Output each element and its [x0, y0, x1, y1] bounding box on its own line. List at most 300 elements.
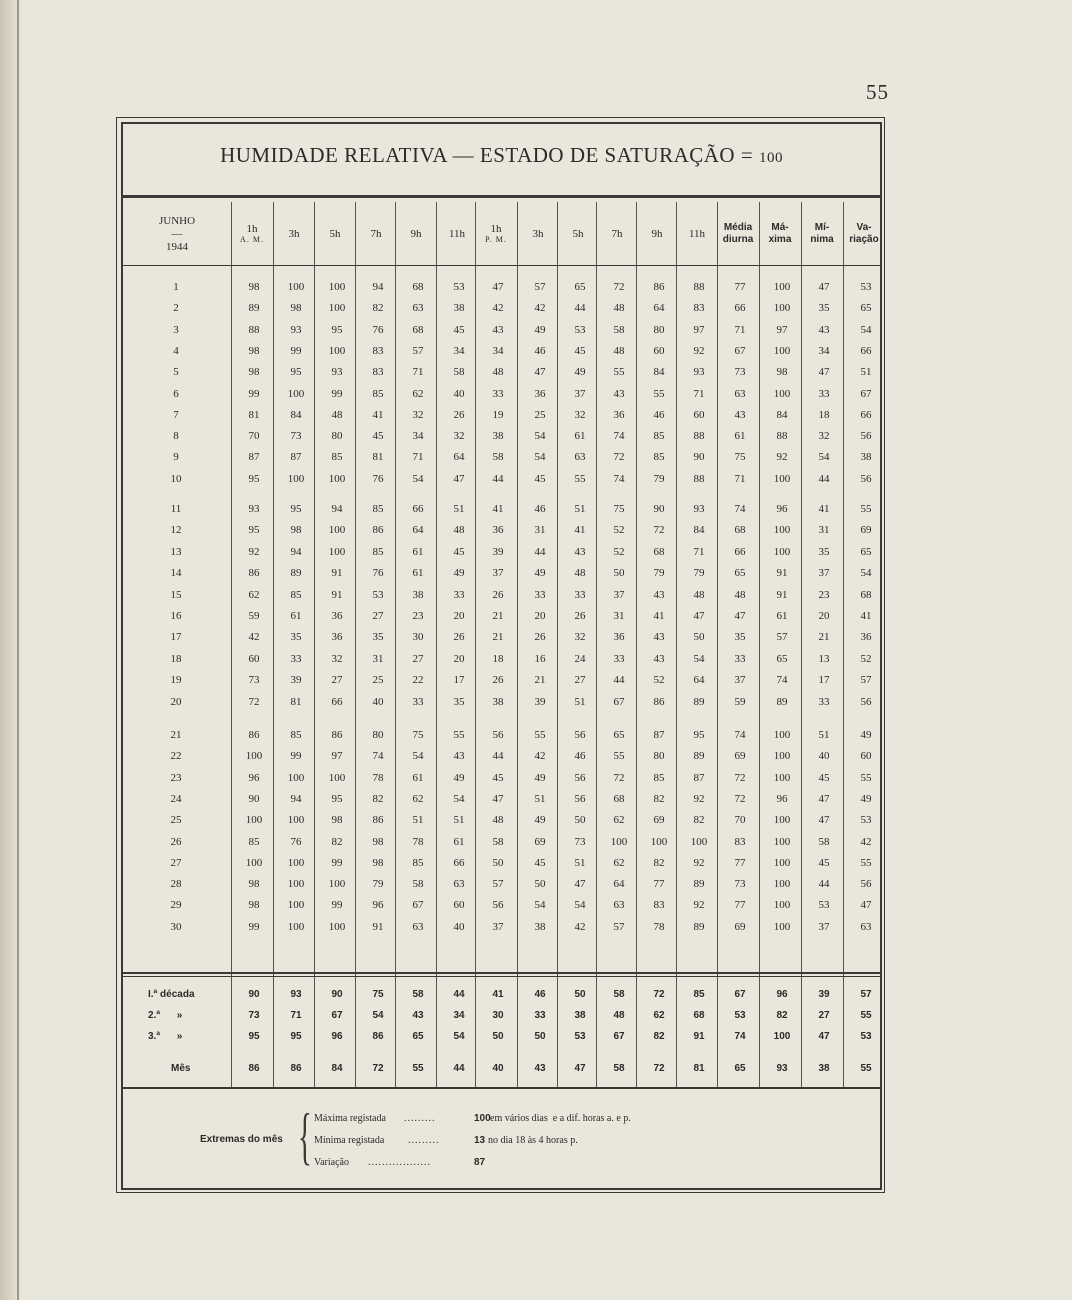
column-header: [596, 206, 638, 262]
table-cell: 81: [248, 408, 260, 421]
table-cell: 86: [653, 695, 665, 708]
table-cell: 48: [613, 302, 625, 315]
table-cell: 70: [248, 430, 260, 443]
column-title: xima: [768, 234, 792, 245]
table-cell: 60: [453, 899, 465, 912]
row-divider: [123, 1087, 880, 1089]
table-cell: 44: [574, 302, 586, 315]
summary-label: 2.ª »: [148, 1010, 183, 1021]
summary-cell: 55: [860, 1010, 872, 1021]
table-cell: 33: [412, 695, 424, 708]
column-header: [557, 206, 599, 262]
title-equals: =: [740, 143, 754, 167]
month-cell: 93: [776, 1063, 788, 1074]
month-cell: 65: [734, 1063, 746, 1074]
table-cell: 49: [534, 323, 546, 336]
table-cell: 33: [613, 652, 625, 665]
table-cell: 49: [860, 792, 872, 805]
table-cell: 100: [245, 814, 263, 827]
table-cell: 100: [773, 920, 791, 933]
table-cell: 100: [328, 524, 346, 537]
column-header: [759, 206, 801, 262]
table-cell: 67: [412, 899, 424, 912]
table-cell: 86: [372, 814, 384, 827]
table-cell: 57: [534, 281, 546, 293]
table-cell: 92: [693, 899, 705, 912]
table-cell: 82: [653, 792, 665, 805]
table-cell: 57: [613, 920, 625, 933]
day-label: 5: [173, 366, 179, 379]
table-cell: 64: [453, 451, 465, 464]
summary-label: 3.ª »: [148, 1031, 183, 1042]
table-cell: 55: [860, 856, 872, 869]
table-cell: 81: [372, 451, 384, 464]
page-number: 55: [866, 80, 889, 104]
table-cell: 42: [492, 302, 504, 315]
table-cell: 27: [574, 674, 586, 687]
table-cell: 30: [412, 631, 424, 644]
table-cell: 70: [734, 814, 746, 827]
table-cell: 69: [734, 750, 746, 763]
table-cell: 88: [693, 430, 705, 443]
table-cell: 36: [492, 524, 504, 537]
table-cell: 56: [860, 695, 872, 708]
table-cell: 35: [818, 302, 830, 315]
summary-cell: 82: [776, 1010, 788, 1021]
table-cell: 98: [290, 302, 302, 315]
table-cell: 77: [653, 878, 665, 891]
table-cell: 68: [734, 524, 746, 537]
table-cell: 100: [773, 472, 791, 485]
table-cell: 22: [412, 674, 424, 687]
table-cell: 63: [453, 878, 465, 891]
month-cell: 47: [574, 1063, 586, 1074]
table-cell: 40: [453, 387, 465, 400]
day-label: 21: [170, 729, 182, 741]
summary-cell: 74: [734, 1031, 746, 1042]
table-cell: 58: [492, 835, 504, 848]
day-label: 20: [170, 695, 182, 708]
table-cell: 44: [492, 472, 504, 485]
column-hour: 5h: [572, 228, 584, 240]
table-cell: 100: [773, 750, 791, 763]
table-cell: 55: [860, 771, 872, 784]
table-cell: 42: [248, 631, 260, 644]
table-cell: 100: [287, 899, 305, 912]
table-cell: 20: [453, 610, 465, 622]
column-title: Va-: [856, 222, 872, 233]
table-cell: 98: [290, 524, 302, 537]
table-cell: 44: [613, 674, 625, 687]
table-cell: 54: [534, 451, 546, 464]
table-cell: 93: [248, 503, 260, 515]
table-cell: 60: [248, 652, 260, 665]
table-cell: 35: [372, 631, 384, 644]
table-cell: 32: [574, 631, 586, 644]
table-cell: 54: [818, 451, 830, 464]
column-header: [395, 206, 437, 262]
day-label: 17: [170, 631, 182, 644]
table-cell: 41: [818, 503, 830, 515]
table-cell: 41: [372, 408, 384, 421]
table-cell: 26: [492, 674, 504, 687]
table-cell: 91: [331, 567, 343, 580]
table-cell: 56: [574, 729, 586, 741]
table-cell: 45: [492, 771, 504, 784]
table-cell: 62: [412, 387, 424, 400]
table-cell: 58: [818, 835, 830, 848]
table-cell: 43: [734, 408, 746, 421]
table-cell: 72: [734, 792, 746, 805]
table-title: [123, 143, 880, 168]
day-label: 12: [170, 524, 182, 537]
column-header: [355, 206, 397, 262]
table-cell: 64: [693, 674, 705, 687]
column-header: [676, 206, 718, 262]
summary-cell: 91: [693, 1031, 705, 1042]
table-cell: 65: [574, 281, 586, 293]
table-cell: 73: [574, 835, 586, 848]
day-label: 1: [173, 281, 179, 293]
table-cell: 72: [613, 451, 625, 464]
table-cell: 100: [690, 835, 708, 848]
column-hour: 9h: [410, 228, 422, 240]
table-cell: 54: [534, 430, 546, 443]
day-label: 3: [173, 323, 179, 336]
table-cell: 47: [534, 366, 546, 379]
table-cell: 85: [331, 451, 343, 464]
table-cell: 31: [372, 652, 384, 665]
table-cell: 19: [492, 408, 504, 421]
table-cell: 98: [331, 814, 343, 827]
table-cell: 26: [574, 610, 586, 622]
column-hour: 7h: [611, 228, 623, 240]
table-cell: 63: [412, 302, 424, 315]
table-cell: 100: [773, 835, 791, 848]
table-cell: 47: [818, 366, 830, 379]
day-label: 9: [173, 451, 179, 464]
column-header: [717, 206, 759, 262]
table-cell: 100: [773, 545, 791, 558]
table-cell: 66: [734, 302, 746, 315]
table-cell: 92: [693, 344, 705, 357]
table-cell: 100: [328, 302, 346, 315]
table-cell: 50: [574, 814, 586, 827]
table-cell: 86: [331, 729, 343, 741]
table-cell: 96: [372, 899, 384, 912]
table-cell: 21: [492, 610, 504, 622]
column-header: [231, 206, 273, 262]
table-cell: 69: [534, 835, 546, 848]
table-cell: 59: [248, 610, 260, 622]
table-cell: 55: [453, 729, 465, 741]
table-cell: 45: [372, 430, 384, 443]
table-cell: 72: [734, 771, 746, 784]
table-cell: 79: [372, 878, 384, 891]
column-title: Média: [723, 222, 753, 233]
table-cell: 17: [453, 674, 465, 687]
table-cell: 43: [818, 323, 830, 336]
month-cell: 72: [372, 1063, 384, 1074]
day-label: 7: [173, 408, 179, 421]
table-cell: 90: [653, 503, 665, 515]
table-cell: 43: [613, 387, 625, 400]
table-cell: 80: [653, 323, 665, 336]
table-cell: 83: [734, 835, 746, 848]
table-cell: 77: [734, 281, 746, 293]
month-cell: 55: [412, 1063, 424, 1074]
table-cell: 84: [776, 408, 788, 421]
table-cell: 18: [492, 652, 504, 665]
table-cell: 100: [287, 920, 305, 933]
table-cell: 87: [290, 451, 302, 464]
extreme-name: Variação: [314, 1157, 349, 1168]
table-cell: 100: [773, 878, 791, 891]
table-cell: 42: [534, 750, 546, 763]
table-cell: 85: [248, 835, 260, 848]
table-cell: 100: [773, 524, 791, 537]
table-cell: 31: [613, 610, 625, 622]
table-cell: 54: [860, 567, 872, 580]
table-cell: 58: [453, 366, 465, 379]
table-cell: 32: [818, 430, 830, 443]
table-cell: 74: [372, 750, 384, 763]
table-cell: 21: [492, 631, 504, 644]
table-cell: 51: [818, 729, 830, 741]
summary-cell: 95: [248, 1031, 260, 1042]
table-cell: 26: [492, 588, 504, 601]
table-cell: 68: [412, 281, 424, 293]
table-cell: 51: [453, 814, 465, 827]
table-cell: 87: [693, 771, 705, 784]
day-label: 2: [173, 302, 179, 315]
summary-cell: 58: [613, 989, 625, 1000]
month-cell: 84: [331, 1063, 343, 1074]
table-cell: 87: [248, 451, 260, 464]
table-cell: 100: [328, 878, 346, 891]
table-cell: 51: [412, 814, 424, 827]
table-cell: 99: [331, 387, 343, 400]
table-cell: 100: [245, 856, 263, 869]
table-cell: 62: [248, 588, 260, 601]
table-cell: 74: [613, 472, 625, 485]
table-cell: 53: [860, 814, 872, 827]
dot-leader: .........: [408, 1135, 440, 1146]
table-cell: 54: [574, 899, 586, 912]
table-cell: 18: [818, 408, 830, 421]
table-cell: 100: [328, 920, 346, 933]
table-cell: 52: [653, 674, 665, 687]
summary-cell: 68: [693, 1010, 705, 1021]
table-cell: 98: [248, 281, 260, 293]
table-cell: 93: [331, 366, 343, 379]
table-cell: 60: [693, 408, 705, 421]
table-cell: 61: [574, 430, 586, 443]
table-cell: 42: [534, 302, 546, 315]
table-cell: 94: [290, 792, 302, 805]
table-cell: 16: [534, 652, 546, 665]
table-cell: 20: [818, 610, 830, 622]
table-cell: 78: [372, 771, 384, 784]
extremes-label: Extremas do mês: [200, 1134, 283, 1145]
table-cell: 86: [248, 567, 260, 580]
summary-cell: 54: [372, 1010, 384, 1021]
extreme-value: 13: [474, 1135, 486, 1146]
summary-cell: 38: [574, 1010, 586, 1021]
table-cell: 76: [290, 835, 302, 848]
table-cell: 33: [534, 588, 546, 601]
table-cell: 100: [287, 814, 305, 827]
table-cell: 38: [492, 430, 504, 443]
table-cell: 95: [331, 323, 343, 336]
summary-cell: 33: [534, 1010, 546, 1021]
table-cell: 55: [613, 750, 625, 763]
column-header: [273, 206, 315, 262]
table-cell: 56: [492, 729, 504, 741]
table-cell: 35: [734, 631, 746, 644]
table-cell: 48: [693, 588, 705, 601]
table-cell: 61: [290, 610, 302, 622]
table-cell: 83: [653, 899, 665, 912]
table-cell: 100: [773, 814, 791, 827]
table-cell: 82: [653, 856, 665, 869]
column-title: diurna: [722, 234, 754, 245]
table-cell: 96: [776, 792, 788, 805]
column-header: [801, 206, 843, 262]
table-cell: 73: [290, 430, 302, 443]
table-cell: 94: [290, 545, 302, 558]
table-cell: 48: [613, 344, 625, 357]
table-cell: 37: [574, 387, 586, 400]
header-month-cell: [123, 206, 231, 262]
table-cell: 40: [372, 695, 384, 708]
table-cell: 49: [453, 567, 465, 580]
summary-cell: 82: [653, 1031, 665, 1042]
table-cell: 65: [734, 567, 746, 580]
month-cell: 86: [290, 1063, 302, 1074]
column-header: [517, 206, 559, 262]
table-cell: 93: [693, 366, 705, 379]
table-cell: 63: [574, 451, 586, 464]
table-cell: 72: [653, 524, 665, 537]
table-cell: 98: [248, 366, 260, 379]
table-cell: 39: [534, 695, 546, 708]
row-divider: [123, 972, 880, 974]
table-cell: 33: [818, 695, 830, 708]
column-header: [475, 206, 517, 262]
table-cell: 53: [574, 323, 586, 336]
day-label: 28: [170, 878, 182, 891]
table-cell: 52: [860, 652, 872, 665]
day-label: 26: [170, 835, 182, 848]
summary-cell: 50: [574, 989, 586, 1000]
table-cell: 100: [287, 387, 305, 400]
table-cell: 83: [693, 302, 705, 315]
table-cell: 52: [613, 524, 625, 537]
summary-cell: 30: [492, 1010, 504, 1021]
table-cell: 100: [245, 750, 263, 763]
day-label: 6: [173, 387, 179, 400]
table-cell: 45: [534, 856, 546, 869]
table-cell: 100: [610, 835, 628, 848]
column-title: nima: [810, 234, 834, 245]
table-cell: 100: [328, 472, 346, 485]
row-divider: [123, 976, 880, 977]
table-cell: 77: [734, 899, 746, 912]
table-cell: 99: [290, 344, 302, 357]
summary-cell: 73: [248, 1010, 260, 1021]
table-cell: 45: [818, 856, 830, 869]
table-cell: 34: [818, 344, 830, 357]
table-cell: 54: [412, 750, 424, 763]
table-cell: 85: [372, 503, 384, 515]
table-cell: 27: [372, 610, 384, 622]
table-cell: 46: [574, 750, 586, 763]
table-cell: 88: [693, 472, 705, 485]
column-period: P. M.: [485, 235, 507, 244]
table-cell: 35: [818, 545, 830, 558]
month-cell: 40: [492, 1063, 504, 1074]
table-cell: 40: [453, 920, 465, 933]
table-cell: 62: [412, 792, 424, 805]
summary-cell: 50: [492, 1031, 504, 1042]
column-header: [636, 206, 678, 262]
day-label: 19: [170, 674, 182, 687]
table-cell: 99: [331, 899, 343, 912]
table-cell: 66: [412, 503, 424, 515]
table-cell: 27: [331, 674, 343, 687]
table-cell: 36: [331, 631, 343, 644]
month-cell: 55: [860, 1063, 872, 1074]
table-cell: 64: [653, 302, 665, 315]
table-cell: 91: [776, 588, 788, 601]
table-cell: 83: [372, 344, 384, 357]
table-cell: 56: [860, 472, 872, 485]
table-cell: 85: [290, 588, 302, 601]
table-cell: 58: [492, 451, 504, 464]
table-cell: 60: [653, 344, 665, 357]
table-cell: 79: [653, 567, 665, 580]
table-cell: 74: [734, 729, 746, 741]
table-cell: 47: [860, 899, 872, 912]
table-cell: 55: [653, 387, 665, 400]
table-cell: 36: [860, 631, 872, 644]
table-cell: 100: [328, 281, 346, 293]
table-cell: 100: [773, 856, 791, 869]
table-cell: 75: [412, 729, 424, 741]
table-cell: 47: [818, 792, 830, 805]
table-cell: 97: [776, 323, 788, 336]
table-cell: 26: [453, 631, 465, 644]
day-label: 13: [170, 545, 182, 558]
table-cell: 82: [331, 835, 343, 848]
day-label: 10: [170, 472, 182, 485]
table-cell: 85: [653, 430, 665, 443]
summary-cell: 85: [693, 989, 705, 1000]
table-cell: 56: [860, 430, 872, 443]
column-header: [436, 206, 478, 262]
table-cell: 92: [248, 545, 260, 558]
table-cell: 100: [328, 344, 346, 357]
table-cell: 50: [534, 878, 546, 891]
summary-cell: 72: [653, 989, 665, 1000]
table-cell: 23: [818, 588, 830, 601]
table-cell: 51: [574, 856, 586, 869]
table-cell: 48: [492, 366, 504, 379]
table-cell: 89: [693, 878, 705, 891]
table-cell: 45: [574, 344, 586, 357]
summary-cell: 39: [818, 989, 830, 1000]
